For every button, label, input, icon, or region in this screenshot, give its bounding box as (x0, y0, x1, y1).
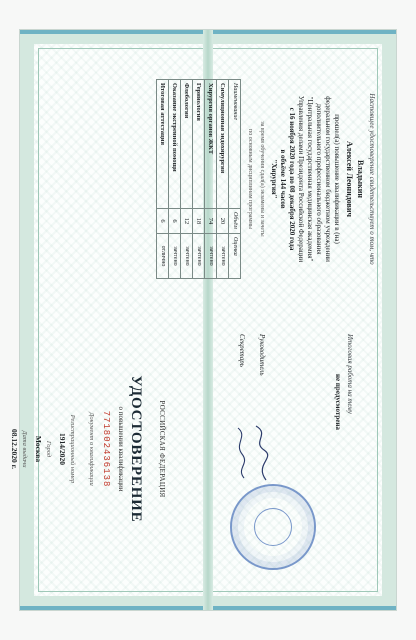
head-signature (253, 424, 272, 484)
course-mark: зачтено (169, 234, 181, 279)
country-label: РОССИЙСКАЯ ФЕДЕРАЦИЯ (158, 400, 166, 498)
issue-date-label: Дата выдачи (21, 430, 28, 468)
table-header: Наименование (229, 80, 241, 209)
org-line: "Центральная государственная медицинская академия" (306, 96, 314, 262)
city-label: Город (45, 440, 52, 458)
issue-date-value: 08.12.2020 г. (10, 428, 19, 470)
course-name: Флебология (181, 80, 193, 209)
hours-line: в объёме 144 часов (279, 149, 287, 209)
signer-secretary-label: Секретарь (238, 334, 246, 367)
official-seal-stamp (230, 484, 316, 570)
table-row (217, 80, 229, 279)
certificate-rotated (10, 30, 396, 610)
table-header: Оценка (229, 234, 241, 279)
course-name: Симуляционная эндохирургия (217, 80, 229, 209)
city-value: Москва (34, 435, 43, 463)
table-header: Объём (229, 209, 241, 234)
course-mark: зачтено (217, 234, 229, 279)
document-number: 771802436138 (101, 410, 111, 488)
program-name: "Хирургия" (270, 159, 278, 199)
program-note: за время обучения сдал(а) экзамены и зачеты (259, 121, 265, 237)
final-work-label: Итоговая работа на тему (346, 334, 354, 414)
org-line: дополнительного профессионального образования (315, 103, 323, 255)
course-mark: зачтено (205, 234, 217, 279)
signatures-block (226, 314, 376, 584)
course-name: Хирургия органов ЖКТ (205, 80, 217, 209)
org-line: федеральном государственном бюджетном учреждении (324, 96, 332, 262)
certificate-sheet (10, 30, 396, 610)
cover-title-block (10, 314, 196, 584)
course-mark: зачтено (181, 234, 193, 279)
reg-number-value: 1914/2020 (58, 432, 67, 466)
course-mark: зачтено (193, 234, 205, 279)
table-row (205, 80, 217, 279)
document-type-note: Документ о квалификации (88, 412, 95, 486)
course-hours: 74 (205, 209, 217, 234)
course-name: Герниология (193, 80, 205, 209)
course-name: Оказание экстренной помощи (169, 80, 181, 209)
org-intro: прошел(а) повышение квалификации в (на) (333, 114, 341, 244)
course-mark: отлично (157, 234, 169, 279)
reg-number-label: Регистрационный номер (69, 414, 76, 484)
course-hours: 20 (217, 209, 229, 234)
intro-text: Настоящее удостоверение свидетельствует о том, что (368, 93, 376, 265)
cover-left-blank (36, 54, 196, 304)
course-hours: 18 (193, 209, 205, 234)
document-title: УДОСТОВЕРЕНИЕ (128, 375, 144, 523)
final-work-value: не предусмотрена (334, 374, 342, 430)
course-hours: 6 (169, 209, 181, 234)
org-line: Управления делами Президента Российской Федерации (297, 95, 305, 263)
holder-surname: Владыкин (356, 160, 365, 198)
table-header-row (229, 80, 241, 279)
course-name: Итоговая аттестация (157, 80, 169, 209)
signer-head-label: Руководитель (258, 334, 266, 376)
holder-given-name: Алексей Леонидович (345, 141, 354, 217)
program-note-2: по основным дисциплинам программы (247, 128, 253, 229)
document-subtitle: о повышении квалификации (117, 406, 125, 492)
course-hours: 6 (157, 209, 169, 234)
certificate-cover-page (10, 54, 196, 586)
course-hours: 12 (181, 209, 193, 234)
dates-line: с 16 ноября 2020 года по 08 декабря 2020 года (288, 107, 296, 251)
secretary-signature (233, 424, 252, 484)
